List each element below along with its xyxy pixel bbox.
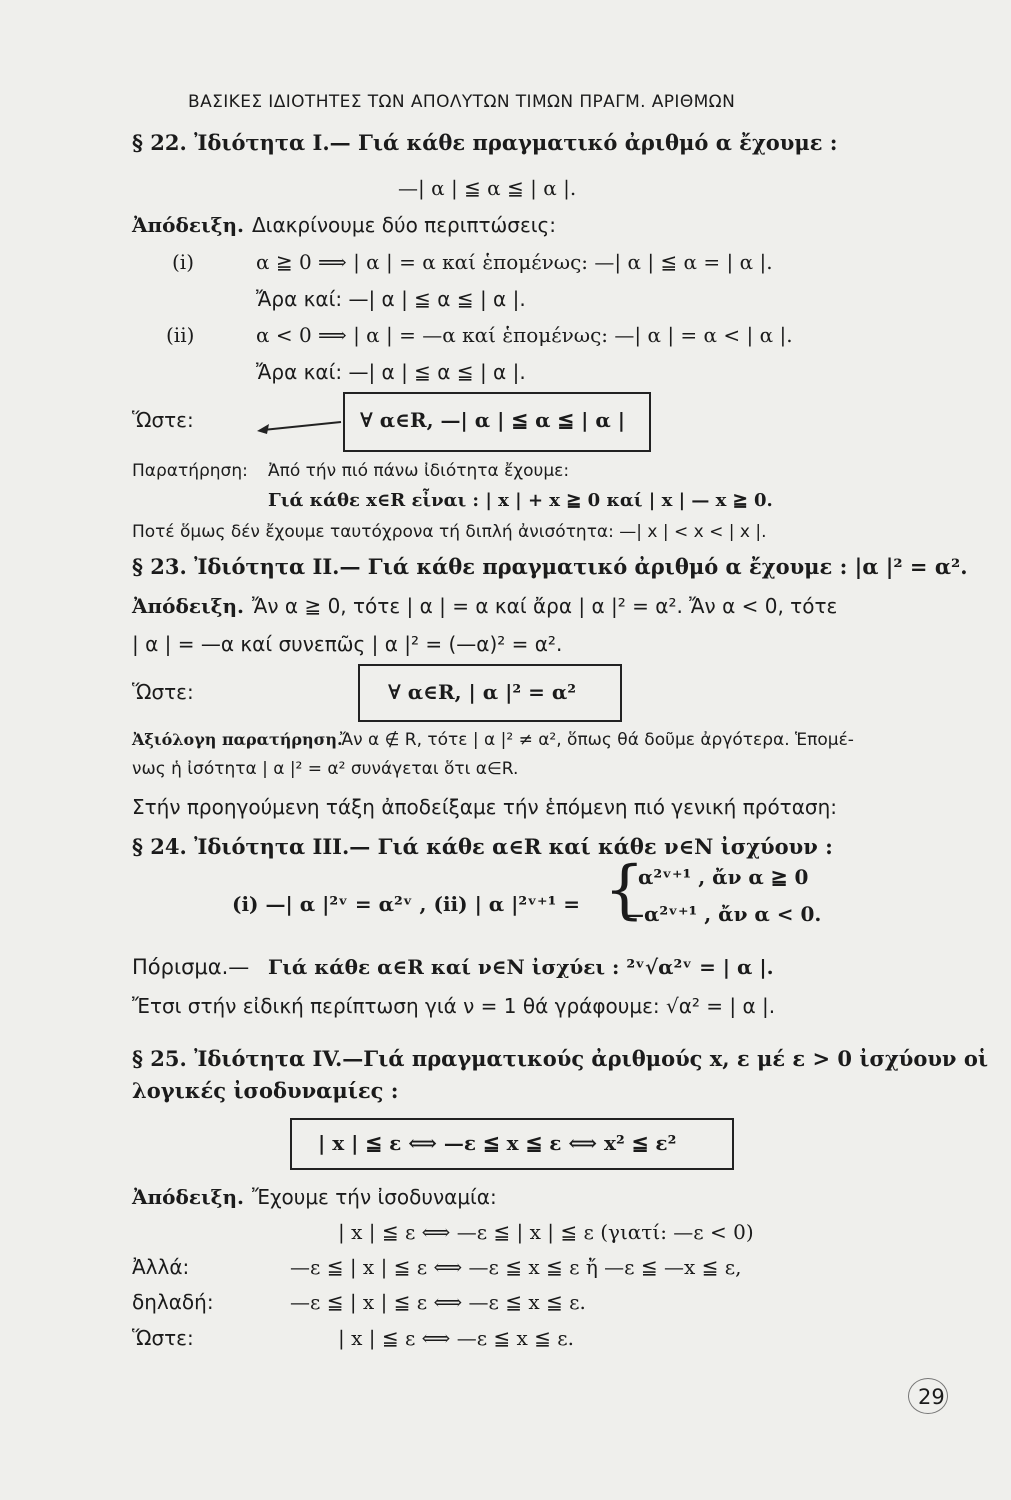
case-1-text: α ≧ 0 ⟹ | α | = α καί ἑπομένως: —| α | ≦ α = | α |. bbox=[256, 250, 773, 274]
notable-remark-line-1: Ἄν α ∉ R, τότε | α |² ≠ α², ὅπως θά δοῦμε ἀργότερα. Ἑπομέ- bbox=[340, 730, 854, 750]
section-23-title: § 23. Ἰδιότητα ΙΙ.— Γιά κάθε πραγματικό ἀριθμό α ἔχουμε : |α |² = α². bbox=[132, 554, 968, 579]
remark-never: Ποτέ ὅμως δέν ἔχουμε ταυτόχρονα τή διπλή ἀνισότητα: —| x | < x < | x |. bbox=[132, 522, 767, 542]
so-label: Ὥστε: bbox=[132, 1326, 194, 1350]
case-neg: —α²ᵛ⁺¹ , ἄν α < 0. bbox=[624, 902, 822, 926]
notable-remark-line-2: νως ἡ ἰσότητα | α |² = α² συνάγεται ὅτι α∈R. bbox=[132, 759, 519, 779]
section-24-title: § 24. Ἰδιότητα ΙΙΙ.— Γιά κάθε α∈R καί κάθε ν∈N ἰσχύουν : bbox=[132, 834, 833, 859]
case-2-result: Ἄρα καί: —| α | ≦ α ≦ | α |. bbox=[256, 360, 526, 384]
case-2-label: (ii) bbox=[166, 323, 195, 347]
property-3-parts: (i) —| α |²ᵛ = α²ᵛ , (ii) | α |²ᵛ⁺¹ = bbox=[232, 892, 581, 916]
thatis-label: δηλαδή: bbox=[132, 1290, 214, 1314]
proof-line-1: Ἄν α ≧ 0, τότε | α | = α καί ἄρα | α |² = α². Ἄν α < 0, τότε bbox=[252, 594, 838, 618]
section-25-title-2: λογικές ἰσοδυναμίες : bbox=[132, 1078, 399, 1103]
equivalence-2: —ε ≦ | x | ≦ ε ⟺ —ε ≦ x ≦ ε ἤ —ε ≦ —x ≦ ε, bbox=[290, 1255, 742, 1279]
case-1-label: (i) bbox=[172, 250, 195, 274]
section-25-title-1: § 25. Ἰδιότητα IV.—Γιά πραγματικούς ἀριθμούς x, ε μέ ε > 0 ἰσχύουν οἱ bbox=[132, 1046, 988, 1071]
proof-intro: Ἔχουμε τήν ἰσοδυναμία: bbox=[252, 1185, 497, 1209]
remark-label: Παρατήρηση: bbox=[132, 461, 248, 481]
property-1-boxed-formula: ∀ α∈R, —| α | ≦ α ≦ | α | bbox=[360, 408, 626, 432]
page-number: 29 bbox=[918, 1385, 945, 1409]
but-label: Ἀλλά: bbox=[132, 1255, 190, 1279]
proof-label: Ἀπόδειξη. bbox=[132, 594, 245, 618]
notable-remark-label: Ἀξιόλογη παρατήρηση. bbox=[132, 730, 343, 749]
equivalence-3: —ε ≦ | x | ≦ ε ⟺ —ε ≦ x ≦ ε. bbox=[290, 1290, 586, 1314]
property-4-boxed-formula: | x | ≦ ε ⟺ —ε ≦ x ≦ ε ⟺ x² ≦ ε² bbox=[318, 1131, 677, 1155]
equivalence-4: | x | ≦ ε ⟺ —ε ≦ x ≦ ε. bbox=[338, 1326, 574, 1350]
property-1-formula: —| α | ≦ α ≦ | α |. bbox=[398, 176, 577, 200]
brace-icon: { bbox=[604, 853, 645, 927]
section-22-title: § 22. Ἰδιότητα Ι.— Γιά κάθε πραγματικό ἀριθμό α ἔχουμε : bbox=[132, 130, 838, 155]
running-header: ΒΑΣΙΚΕΣ ΙΔΙΟΤΗΤΕΣ ΤΩΝ ΑΠΟΛΥΤΩΝ ΤΙΜΩΝ ΠΡΑΓΜ. ΑΡΙΘΜΩΝ bbox=[188, 92, 736, 112]
proof-label: Ἀπόδειξη. bbox=[132, 1185, 245, 1209]
equivalence-1: | x | ≦ ε ⟺ —ε ≦ | x | ≦ ε (γιατί: —ε < 0) bbox=[338, 1220, 754, 1244]
property-2-boxed-formula: ∀ α∈R, | α |² = α² bbox=[388, 680, 576, 704]
corollary-text: Γιά κάθε α∈R καί ν∈N ἰσχύει : ²ᵛ√α²ᵛ = | α |. bbox=[268, 955, 774, 979]
remark-formula: Γιά κάθε x∈R εἶναι : | x | + x ≧ 0 καί | x | — x ≧ 0. bbox=[268, 490, 773, 511]
special-case-text: Ἔτσι στήν εἰδική περίπτωση γιά ν = 1 θά γράφουμε: √α² = | α |. bbox=[132, 994, 776, 1018]
transition-text: Στήν προηγούμενη τάξη ἀποδείξαμε τήν ἑπόμενη πιό γενική πρόταση: bbox=[132, 795, 837, 819]
corollary-label: Πόρισμα.— bbox=[132, 955, 250, 979]
so-label: Ὥστε: bbox=[132, 680, 194, 704]
proof-intro: Διακρίνουμε δύο περιπτώσεις: bbox=[252, 213, 557, 237]
so-label: Ὥστε: bbox=[132, 408, 194, 432]
remark-text: Ἀπό τήν πιό πάνω ἰδιότητα ἔχουμε: bbox=[268, 461, 570, 481]
arrow-icon bbox=[255, 412, 345, 436]
proof-label: Ἀπόδειξη. bbox=[132, 213, 245, 237]
case-nonneg: α²ᵛ⁺¹ , ἄν α ≧ 0 bbox=[638, 865, 809, 889]
case-1-result: Ἄρα καί: —| α | ≦ α ≦ | α |. bbox=[256, 287, 526, 311]
case-2-text: α < 0 ⟹ | α | = —α καί ἑπομένως: —| α | = α < | α |. bbox=[256, 323, 793, 347]
proof-line-2: | α | = —α καί συνεπῶς | α |² = (—α)² = α². bbox=[132, 632, 563, 656]
